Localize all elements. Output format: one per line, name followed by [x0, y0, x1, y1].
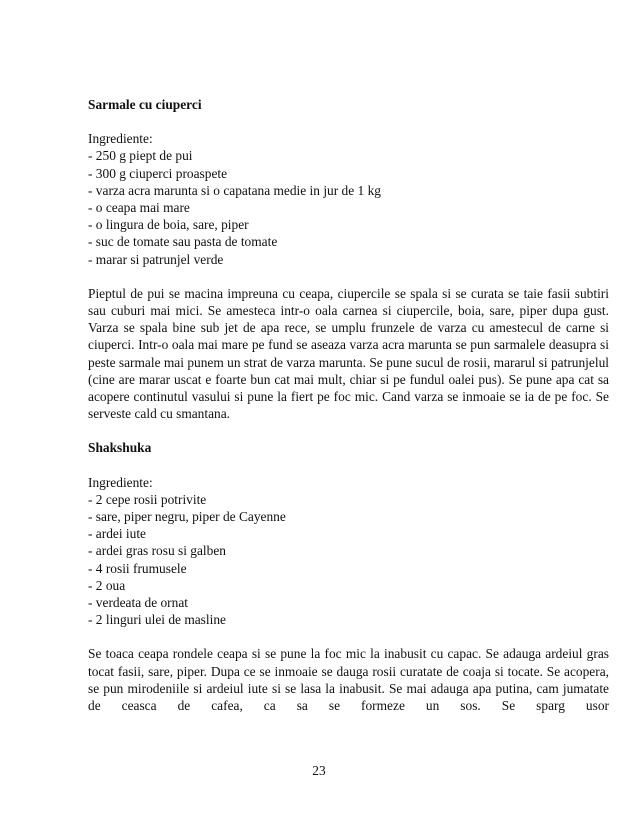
- ingredient-item: - marar si patrunjel verde: [88, 251, 224, 267]
- recipe-method: Se toaca ceapa rondele ceapa si se pune la foc mic la inabusit cu capac. Se adauga ardeiul gras tocat fasii, sare, piper. Dupa ce se inmoaie se dauga rosii curatate de coaja si tocate. Se acopera, se pun mirodeniile si ardeiul iute si se lasa la inabusit. Se mai adauga apa putina, cam jumatate de ceasca de cafea, ca sa se formeze un sos. Se sparg usor: [88, 646, 609, 714]
- ingredient-item: - 2 linguri ulei de masline: [88, 612, 226, 628]
- ingredient-item: - 300 g ciuperci proaspete: [88, 165, 228, 181]
- ingredient-item: - 2 cepe rosii potrivite: [88, 491, 207, 507]
- ingredient-item: - 2 oua: [88, 577, 126, 593]
- ingredient-item: - 4 rosii frumusele: [88, 560, 187, 576]
- ingredients-heading: Ingrediente:: [88, 131, 153, 147]
- ingredient-item: - o lingura de boia, sare, piper: [88, 217, 249, 233]
- ingredient-item: - varza acra marunta si o capatana medie in jur de 1 kg: [88, 182, 381, 198]
- ingredient-item: - verdeata de ornat: [88, 595, 188, 611]
- document-page: [88, 96, 609, 714]
- ingredient-item: - ardei iute: [88, 526, 146, 542]
- recipe-sarmale: [88, 96, 609, 422]
- ingredient-item: - sare, piper negru, piper de Cayenne: [88, 509, 286, 525]
- page-number: 23: [312, 763, 326, 778]
- recipe-shakshuka: [88, 439, 609, 714]
- recipe-title: Shakshuka: [88, 440, 152, 456]
- recipe-title: Sarmale cu ciuperci: [88, 97, 202, 112]
- ingredient-item: - ardei gras rosu si galben: [88, 543, 226, 559]
- recipe-method: Pieptul de pui se macina impreuna cu ceapa, ciupercile se spala si se curata se taie fasii subtiri sau cuburi mai mici. Se amesteca intr-o oala carnea si ciupercile, boia, sare, piper dupa gust. Varza se spala bine sub jet de apa rece, se umplu frunzele de varza cu amestecul de carne si ciuperci. Intr-o oala mai mare pe fund se aseaza varza acra marunta se pun sarmalele deasupra si peste sarmale mai punem un strat de varza marunta. Se pune sucul de rosii, mararul si patrunjelul (cine are marar uscat e foarte bun cat mai mult, chiar si pe fundul oalei pus). Se pune apa cat sa acopere continutul vasului si pune la fiert pe foc mic. Cand varza se inmoaie se ia de pe foc. Se serveste cald cu smantana.: [88, 285, 609, 422]
- ingredient-item: - 250 g piept de pui: [88, 148, 193, 164]
- ingredient-item: - suc de tomate sau pasta de tomate: [88, 234, 278, 250]
- ingredient-item: - o ceapa mai mare: [88, 200, 190, 216]
- ingredients-heading: Ingrediente:: [88, 474, 153, 490]
